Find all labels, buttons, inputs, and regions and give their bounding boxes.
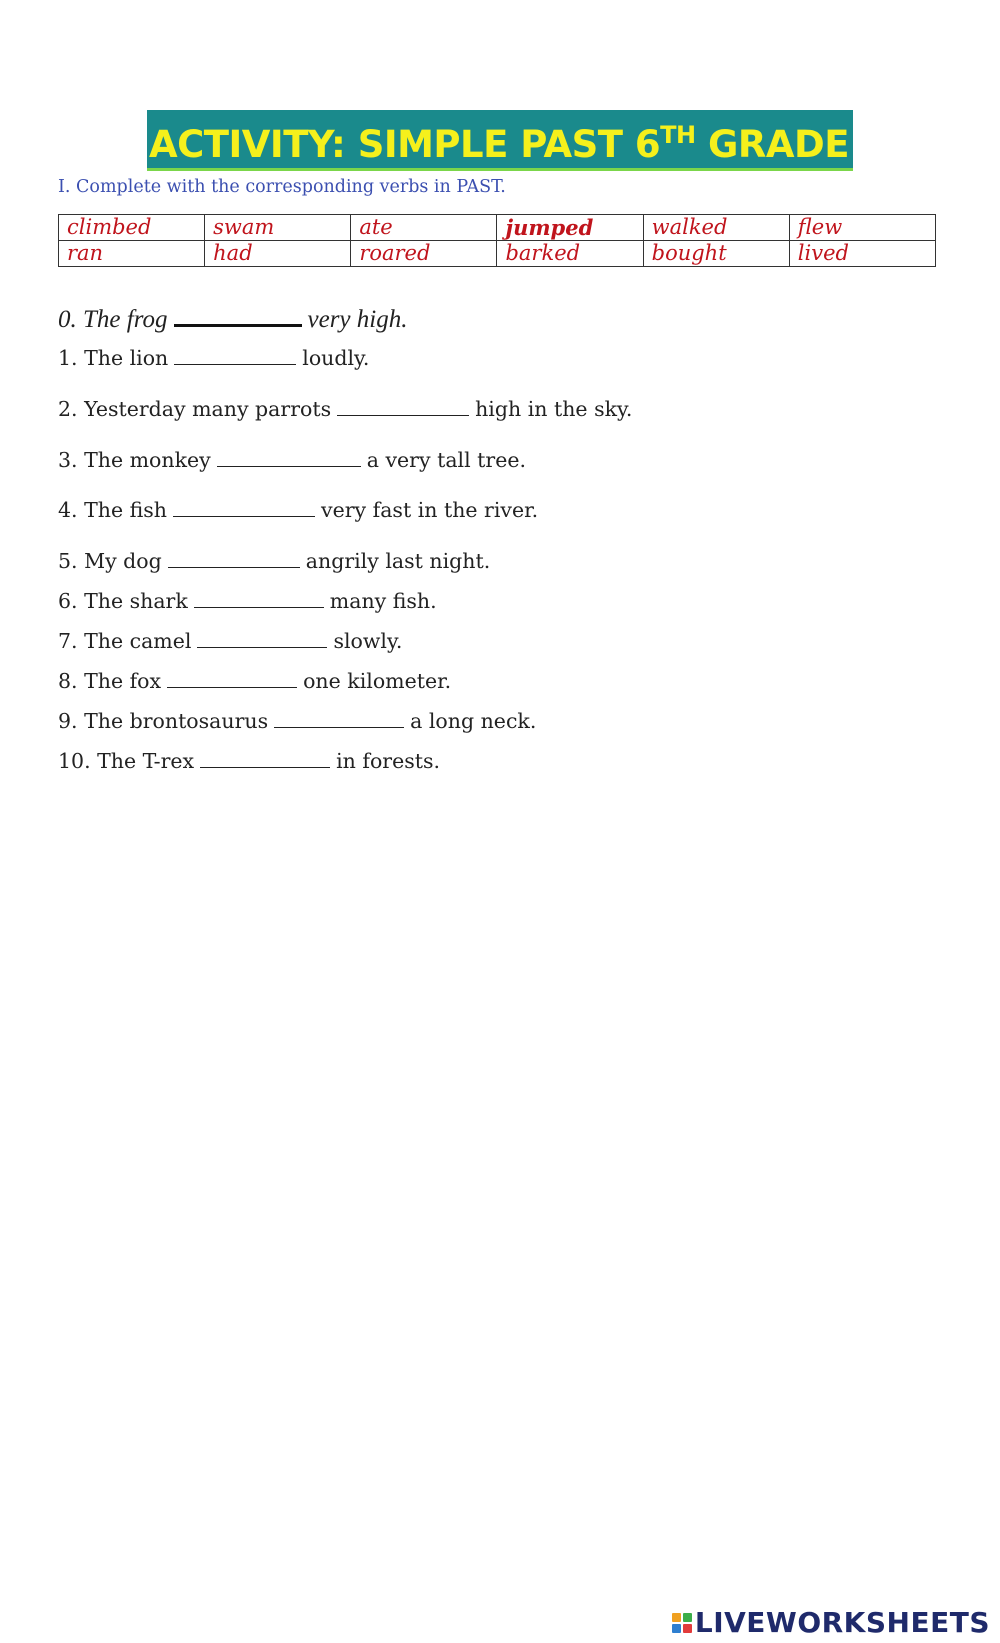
sentence-after: very fast in the river.	[321, 498, 539, 522]
answer-blank[interactable]	[167, 671, 297, 688]
verb-cell: climbed	[59, 215, 205, 241]
verb-cell: roared	[351, 241, 497, 267]
sentence-before: 6. The shark	[58, 589, 188, 613]
example-answer-blank	[174, 306, 302, 327]
example-before: 0. The frog	[58, 306, 168, 333]
verb-cell: ate	[351, 215, 497, 241]
sentence-before: 4. The fish	[58, 498, 167, 522]
sentence-7	[58, 629, 402, 653]
sentence-5	[58, 549, 490, 573]
sentence-10	[58, 749, 440, 773]
title-superscript: TH	[660, 121, 696, 149]
sentence-after: angrily last night.	[305, 549, 491, 573]
verb-cell: bought	[643, 241, 789, 267]
sentence-after: loudly.	[302, 346, 370, 370]
answer-blank[interactable]	[174, 348, 296, 365]
sentence-before: 1. The lion	[58, 346, 169, 370]
sentence-before: 7. The camel	[58, 629, 192, 653]
sentence-before: 5. My dog	[58, 549, 162, 573]
liveworksheets-logo-icon	[672, 1613, 692, 1633]
answer-blank[interactable]	[168, 551, 300, 568]
sentence-before: 10. The T-rex	[58, 749, 195, 773]
sentence-1	[58, 346, 369, 370]
sentence-4	[58, 498, 538, 522]
sentence-6	[58, 589, 437, 613]
verb-cell: ran	[59, 241, 205, 267]
sentence-after: one kilometer.	[303, 669, 452, 693]
answer-blank[interactable]	[274, 711, 404, 728]
verb-row	[59, 215, 936, 241]
example-after: very high.	[307, 306, 408, 333]
sentence-before: 2. Yesterday many parrots	[58, 397, 332, 421]
sentence-3	[58, 448, 526, 472]
watermark-text: LIVEWORKSHEETS	[694, 1606, 990, 1639]
example-sentence	[58, 306, 407, 334]
sentence-after: slowly.	[333, 629, 403, 653]
verb-cell: lived	[789, 241, 935, 267]
sentence-before: 8. The fox	[58, 669, 162, 693]
sentence-before: 9. The brontosaurus	[58, 709, 269, 733]
sentence-before: 3. The monkey	[58, 448, 211, 472]
verb-table	[58, 214, 936, 267]
title-container	[0, 110, 1000, 171]
verb-cell: had	[205, 241, 351, 267]
verb-row	[59, 241, 936, 267]
sentence-after: a very tall tree.	[366, 448, 526, 472]
answer-blank[interactable]	[200, 751, 330, 768]
sentence-9	[58, 709, 536, 733]
verb-cell: barked	[497, 241, 643, 267]
liveworksheets-watermark	[672, 1606, 990, 1639]
verb-cell: flew	[789, 215, 935, 241]
sentence-8	[58, 669, 451, 693]
worksheet-title	[147, 110, 853, 171]
answer-blank[interactable]	[194, 591, 324, 608]
answer-blank[interactable]	[217, 450, 361, 467]
sentence-after: a long neck.	[410, 709, 537, 733]
answer-blank[interactable]	[337, 399, 469, 416]
verb-cell: swam	[205, 215, 351, 241]
sentence-after: in forests.	[336, 749, 441, 773]
answer-blank[interactable]	[197, 631, 327, 648]
sentence-after: many fish.	[329, 589, 437, 613]
sentence-2	[58, 397, 632, 421]
verb-cell: jumped	[497, 215, 643, 241]
title-main: ACTIVITY: SIMPLE PAST 6	[149, 123, 661, 166]
sentence-after: high in the sky.	[475, 397, 633, 421]
answer-blank[interactable]	[173, 500, 315, 517]
instruction-text: I. Complete with the corresponding verbs in PAST.	[58, 177, 506, 197]
verb-cell: walked	[643, 215, 789, 241]
title-end: GRADE	[695, 123, 849, 166]
